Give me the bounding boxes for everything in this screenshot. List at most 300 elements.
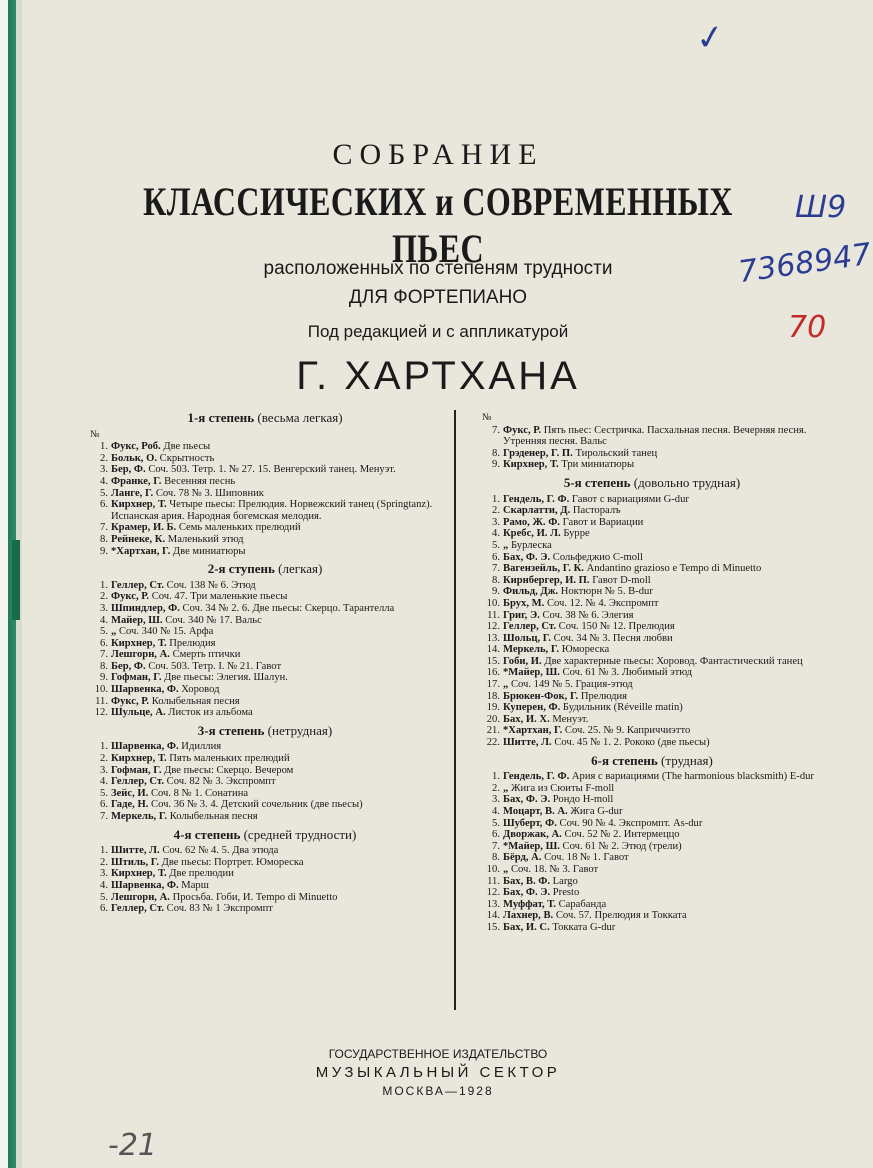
list-item	[90, 638, 440, 650]
right-column	[482, 412, 822, 934]
item-title: Маленький этюд	[167, 533, 244, 545]
list-item	[482, 887, 822, 899]
item-author: Кребс, И. Л.	[503, 528, 561, 540]
item-number: 5.	[492, 539, 500, 551]
item-title: Соч. 503. Тетр. I. № 21. Гавот	[148, 660, 282, 672]
item-text	[111, 499, 440, 522]
item-number: 2.	[492, 505, 500, 517]
item-text	[503, 563, 822, 575]
item-author: Брух, М.	[503, 597, 545, 609]
item-number: 1.	[100, 845, 108, 857]
item-text	[503, 922, 822, 934]
item-number: 18.	[486, 690, 500, 702]
item-number: 9.	[492, 586, 500, 598]
item-title: Соч. 34 № 2. 6. Две пьесы: Скерцо. Тарантелла	[182, 602, 395, 614]
item-author: Лешгорн, А.	[111, 649, 170, 661]
item-text	[503, 783, 822, 795]
binding-stripe	[12, 540, 20, 620]
list-item	[90, 615, 440, 627]
item-title: Пасторалъ	[572, 505, 621, 517]
item-author: *Хартхан, Г.	[503, 725, 563, 737]
item-text	[503, 910, 822, 922]
item-number: 3.	[100, 764, 108, 776]
item-title: Пять маленьких прелюдий	[169, 753, 290, 765]
item-number: 1.	[492, 493, 500, 505]
item-title: Соч. 38 № 6. Элегия	[542, 609, 634, 621]
list-item	[90, 788, 440, 800]
item-title: Гавот D-moll	[592, 574, 651, 586]
item-author: Зейс, И.	[111, 787, 149, 799]
item-title: Гавот с вариациями G-dur	[571, 493, 689, 505]
item-text	[111, 453, 440, 465]
item-author: Кирхнер, Т.	[111, 868, 167, 880]
item-text	[111, 441, 440, 453]
list-item	[90, 591, 440, 603]
item-author: *Майер, Ш.	[503, 840, 560, 852]
section-heading-grade-5	[482, 474, 822, 490]
item-title: Ария с вариациями (The harmonious blacksmith) E-dur	[571, 771, 814, 783]
item-title: Соч. 62 № 4. 5. Два этюда	[162, 845, 279, 857]
item-text	[111, 811, 440, 823]
item-text	[111, 464, 440, 476]
item-number: 9.	[492, 459, 500, 471]
item-author: „	[111, 626, 117, 638]
item-title: Соч. 61 № 2. Этюд (трели)	[562, 840, 682, 852]
section-difficulty: (трудная)	[661, 752, 713, 768]
item-title: Ноктюрн № 5. B-dur	[560, 586, 653, 598]
item-title: Прелюдия	[169, 637, 216, 649]
item-text	[111, 707, 440, 719]
item-number: 7.	[100, 649, 108, 661]
list-item	[90, 649, 440, 661]
list-item	[90, 603, 440, 615]
number-symbol: №	[482, 412, 492, 423]
item-author: Шуберт, Ф.	[503, 817, 557, 829]
item-text	[503, 714, 822, 726]
section-difficulty: (довольно трудная)	[633, 474, 741, 490]
publisher-line-3: МОСКВА—1928	[382, 1084, 494, 1098]
item-title: Бурре	[563, 528, 590, 540]
handwritten-code-4: -21	[108, 1128, 157, 1163]
list-item	[482, 737, 822, 749]
item-number: 5.	[492, 817, 500, 829]
item-number: 7.	[100, 522, 108, 534]
list-item	[90, 845, 440, 857]
section-grade: 4-я степень	[173, 826, 241, 842]
item-title: Токката G-dur	[552, 921, 616, 933]
item-text	[503, 806, 822, 818]
publisher-line-1: ГОСУДАРСТВЕННОЕ ИЗДАТЕЛЬСТВО	[328, 1047, 548, 1061]
item-text	[503, 540, 822, 552]
title-line-1: СОБРАНИЕ	[332, 138, 544, 171]
item-text	[111, 868, 440, 880]
item-title: Соч. 45 № 1. 2. Рококо (две пьесы)	[554, 737, 710, 749]
item-text	[503, 517, 822, 529]
item-title: Идиллия	[181, 741, 222, 753]
item-number: 3.	[100, 602, 108, 614]
item-author: Гоби, И.	[503, 655, 542, 667]
list-item	[482, 563, 822, 575]
list-item	[482, 448, 822, 460]
list-item	[482, 656, 822, 668]
list-item	[90, 765, 440, 777]
item-number: 3.	[100, 464, 108, 476]
item-text	[503, 644, 822, 656]
left-column	[90, 406, 440, 915]
title-line-3: расположенных по степеням трудности	[263, 258, 613, 279]
item-number: 22.	[486, 737, 500, 749]
item-text	[111, 649, 440, 661]
item-text	[503, 633, 822, 645]
item-author: Муффат, Т.	[503, 898, 556, 910]
item-author: Шарвенка, Ф.	[111, 879, 179, 891]
list-item	[482, 794, 822, 806]
item-title: Хоровод	[181, 684, 220, 696]
item-author: Бёрд, А.	[503, 852, 542, 864]
item-title: Жига G-dur	[570, 806, 623, 817]
item-number: 7.	[492, 840, 500, 852]
item-text	[503, 575, 822, 587]
item-number: 10.	[94, 684, 108, 696]
item-text	[503, 656, 822, 668]
item-text	[503, 841, 822, 853]
item-number: 20.	[486, 713, 500, 725]
item-text	[503, 552, 822, 564]
list-item	[90, 880, 440, 892]
item-author: „	[503, 782, 509, 794]
item-title: Две пьесы: Портрет. Юмореска	[161, 856, 304, 868]
list-item	[482, 841, 822, 853]
item-author: Бах, И. С.	[503, 921, 550, 933]
handwritten-code-3: 70	[788, 310, 827, 345]
item-title: Гавот и Вариации	[562, 516, 644, 528]
item-author: Бер, Ф.	[111, 660, 146, 672]
item-number: 2.	[100, 753, 108, 765]
item-author: Шпиндлер, Ф.	[111, 602, 180, 614]
item-text	[111, 799, 440, 811]
item-text	[111, 684, 440, 696]
item-title: Четыре пьесы: Прелюдия. Норвежский танец (Springtanz). Испанская ария. Народная богемская мелодия.	[111, 499, 433, 522]
item-author: Майер, Ш.	[111, 614, 163, 626]
item-text	[111, 788, 440, 800]
section-grade: 6-я степень	[591, 752, 658, 768]
list-item	[482, 667, 822, 679]
list-item	[90, 707, 440, 719]
item-author: „	[503, 679, 509, 691]
item-author: Вагензейль, Г. К.	[503, 563, 584, 575]
item-number: 2.	[100, 856, 108, 868]
item-author: Фукс, Роб.	[111, 441, 161, 453]
item-author: Геллер, Ст.	[111, 579, 164, 591]
item-author: Гофман, Г.	[111, 672, 162, 684]
item-title: Листок из альбома	[168, 707, 253, 719]
item-author: Фукс, Р.	[111, 591, 150, 603]
item-text	[503, 702, 822, 714]
item-title: Andantino grazioso e Tempo di Minuetto	[586, 563, 762, 575]
item-author: *Хартхан, Г.	[111, 545, 171, 557]
item-text	[503, 691, 822, 703]
item-title: Соч. 36 № 3. 4. Детский сочельник (две пьесы)	[151, 799, 363, 811]
item-number: 9.	[100, 672, 108, 684]
item-number: 6.	[100, 799, 108, 811]
item-author: Бах, И. Х.	[503, 713, 550, 725]
item-author: Скарлатти, Д.	[503, 505, 571, 517]
item-text	[111, 880, 440, 892]
item-text	[503, 505, 822, 517]
list-item	[482, 586, 822, 598]
section-heading-grade-1	[90, 412, 440, 424]
list-item	[90, 441, 440, 453]
item-title: Скрытность	[159, 452, 215, 464]
item-author: „	[503, 539, 509, 551]
list-item	[482, 702, 822, 714]
item-text	[503, 876, 822, 888]
item-author: Моцарт, В. А.	[503, 806, 568, 817]
section-grade: 5-я степень	[563, 474, 631, 490]
item-title: Колыбельная песня	[169, 811, 258, 822]
list-item	[90, 626, 440, 638]
section-grade: 1-я степень	[187, 410, 255, 425]
column-divider	[454, 410, 456, 1010]
item-title: Менуэт.	[552, 713, 589, 725]
item-text	[503, 621, 822, 633]
item-author: Рамо, Ж. Ф.	[503, 516, 560, 528]
item-author: Штиль, Г.	[111, 856, 159, 868]
list-item	[482, 725, 822, 737]
item-title: Соч. 18. № 3. Гавот	[510, 863, 599, 875]
list-item	[90, 696, 440, 708]
item-number: 4.	[100, 776, 108, 788]
list-item	[482, 771, 822, 783]
item-author: Шитте, Л.	[111, 845, 160, 857]
item-number: 3.	[492, 794, 500, 806]
item-title: Соч. 18 № 1. Гавот	[544, 852, 629, 864]
list-item	[482, 910, 822, 922]
item-number: 1.	[100, 741, 108, 753]
item-title: Соч. 12. № 4. Экспромпт	[546, 597, 659, 609]
list-item	[90, 811, 440, 823]
item-author: Лешгорн, А.	[111, 891, 170, 903]
editor-name: Г. ХАРТХАНА	[296, 354, 580, 398]
item-number: 7.	[492, 424, 500, 436]
item-author: „	[503, 863, 509, 875]
list-item	[90, 903, 440, 915]
list-item	[90, 892, 440, 904]
item-number: 12.	[486, 887, 500, 899]
item-author: Кирхнер, Т.	[111, 637, 167, 649]
item-author: Брюкен-Фок, Г.	[503, 690, 579, 702]
item-text	[111, 522, 440, 534]
item-title: Соч. 82 № 3. Экспромпт	[166, 776, 276, 788]
item-number: 5.	[100, 487, 108, 499]
item-author: Бах, Ф. Э.	[503, 887, 551, 899]
item-text	[111, 753, 440, 765]
item-title: Пять пьес: Сестричка. Пасхальная песня. Вечерняя песня. Утренняя песня. Вальс	[503, 424, 807, 448]
number-symbol: №	[90, 428, 100, 440]
item-author: Геллер, Ст.	[111, 903, 164, 915]
item-text	[503, 818, 822, 830]
item-text	[503, 448, 822, 460]
list-item	[482, 922, 822, 934]
list-item	[90, 580, 440, 592]
list-item	[482, 899, 822, 911]
item-author: Шульце, А.	[111, 707, 166, 719]
item-title: Соч. 90 № 4. Экспромпт. As-dur	[559, 817, 703, 829]
item-author: Шарвенка, Ф.	[111, 741, 179, 753]
item-author: Крамер, И. Б.	[111, 522, 177, 534]
item-title: Соч. 149 № 5. Грация-этюд	[510, 679, 633, 691]
list-item	[90, 741, 440, 753]
list-item	[482, 852, 822, 864]
item-author: Рейнеке, К.	[111, 533, 166, 545]
list-item	[482, 783, 822, 795]
list-item	[482, 575, 822, 587]
item-number: 10.	[486, 863, 500, 875]
item-title: Соч. 8 № 1. Сонатина	[150, 787, 249, 799]
title-line-2: КЛАССИЧЕСКИХ и СОВРЕМЕННЫХ ПЬЕС	[143, 179, 733, 271]
list-item	[482, 459, 822, 471]
list-item	[482, 633, 822, 645]
item-author: Кирнбергер, И. П.	[503, 574, 590, 586]
item-title: Будильник (Réveille matin)	[562, 702, 683, 714]
item-author: Больк, О.	[111, 452, 157, 464]
item-author: Гаде, Н.	[111, 799, 149, 811]
item-title: Соч. 83 № 1 Экспромпт	[166, 903, 273, 915]
item-title: Соч. 503. Тетр. 1. № 27. 15. Венгерский танец. Менуэт.	[148, 464, 396, 476]
item-text	[111, 591, 440, 603]
list-item	[482, 598, 822, 610]
item-author: Шитте, Л.	[503, 737, 552, 749]
item-title: Соч. 340 № 17. Вальс	[165, 614, 262, 626]
item-text	[111, 903, 440, 915]
item-number: 4.	[100, 475, 108, 487]
section-heading-grade-2	[90, 563, 440, 575]
item-number: 11.	[487, 875, 500, 887]
item-text	[111, 892, 440, 904]
list-item	[482, 714, 822, 726]
section-difficulty: (легкая)	[278, 561, 323, 577]
item-text	[503, 459, 822, 471]
item-number: 16.	[486, 667, 500, 679]
item-author: Лахнер, В.	[503, 910, 554, 922]
item-text	[111, 857, 440, 869]
item-text	[111, 776, 440, 788]
section-difficulty: (средней трудности)	[243, 826, 357, 842]
item-number: 21.	[486, 725, 500, 737]
section-difficulty: (весьма легкая)	[257, 410, 343, 425]
list-item	[482, 644, 822, 656]
item-number: 2.	[100, 591, 108, 603]
list-item	[482, 494, 822, 506]
item-number: 13.	[486, 898, 500, 910]
list-item	[90, 488, 440, 500]
list-item	[90, 661, 440, 673]
item-number: 3.	[492, 516, 500, 528]
item-title: Соч. 52 № 2. Интермеццо	[564, 829, 680, 841]
item-author: *Майер, Ш.	[503, 667, 560, 679]
item-title: Бурлеска	[510, 539, 552, 551]
item-text	[503, 586, 822, 598]
item-number: 19.	[486, 702, 500, 714]
list-item	[90, 453, 440, 465]
item-text	[111, 615, 440, 627]
item-number: 12.	[486, 621, 500, 633]
item-title: Три миниатюры	[561, 459, 635, 471]
title-line-4: ДЛЯ ФОРТЕПИАНО	[348, 287, 528, 308]
item-number: 6.	[100, 499, 108, 511]
item-text	[503, 598, 822, 610]
item-author: Франке, Г.	[111, 475, 162, 487]
item-text	[503, 899, 822, 911]
item-number: 8.	[100, 533, 108, 545]
item-text	[111, 546, 440, 558]
item-title: Largo	[552, 875, 578, 887]
item-author: Бер, Ф.	[111, 464, 146, 476]
item-text	[111, 476, 440, 488]
handwritten-code-1: Ш9	[795, 190, 847, 225]
item-title: Две характерные пьесы: Хоровод. Фантастический танец	[544, 655, 803, 667]
list-item	[482, 528, 822, 540]
item-number: 15.	[486, 921, 500, 933]
item-author: Гендель, Г. Ф.	[503, 493, 570, 505]
item-number: 4.	[100, 614, 108, 626]
item-title: Соч. 47. Три маленькие пьесы	[151, 591, 288, 603]
item-author: Кирхнер, Т.	[111, 499, 167, 511]
item-number: 10.	[486, 597, 500, 609]
item-author: Бах, Ф. Э.	[503, 551, 551, 563]
item-number: 11.	[487, 609, 500, 621]
item-title: Две пьесы: Скерцо. Вечером	[164, 764, 294, 776]
item-number: 3.	[100, 868, 108, 880]
item-author: Меркель, Г.	[111, 811, 168, 822]
section-heading-grade-3	[90, 722, 440, 738]
item-number: 7.	[100, 811, 108, 822]
item-number: 8.	[492, 447, 500, 459]
list-item	[90, 672, 440, 684]
list-item	[90, 522, 440, 534]
list-item	[90, 684, 440, 696]
list-item	[482, 691, 822, 703]
handwritten-checkmark: ✓	[693, 16, 728, 60]
item-number: 1.	[492, 771, 500, 783]
section-grade: 3-я степень	[197, 722, 265, 738]
item-number: 5.	[100, 626, 108, 638]
list-item	[482, 425, 822, 448]
item-title: Семь маленьких прелюдий	[178, 522, 301, 534]
publisher-line-2: МУЗЫКАЛЬНЫЙ СЕКТОР	[315, 1064, 561, 1081]
item-author: Гендель, Г. Ф.	[503, 771, 570, 783]
list-item	[90, 499, 440, 522]
item-title: Соч. 138 № 6. Этюд	[166, 579, 256, 591]
list-item	[482, 517, 822, 529]
list-item	[482, 679, 822, 691]
item-number: 8.	[492, 574, 500, 586]
list-item	[482, 864, 822, 876]
item-number: 12.	[94, 707, 108, 719]
item-text	[503, 679, 822, 691]
item-title: Просьба. Гоби, И. Tempo di Minuetto	[172, 891, 338, 903]
item-text	[111, 661, 440, 673]
item-author: Шарвенка, Ф.	[111, 684, 179, 696]
item-text	[111, 488, 440, 500]
list-item	[90, 857, 440, 869]
item-author: Кирхнер, Т.	[111, 753, 167, 765]
list-item	[482, 540, 822, 552]
item-author: Бах, В. Ф.	[503, 875, 551, 887]
item-author: Фукс, Р.	[503, 424, 542, 436]
list-item	[482, 552, 822, 564]
item-number: 13.	[486, 632, 500, 644]
